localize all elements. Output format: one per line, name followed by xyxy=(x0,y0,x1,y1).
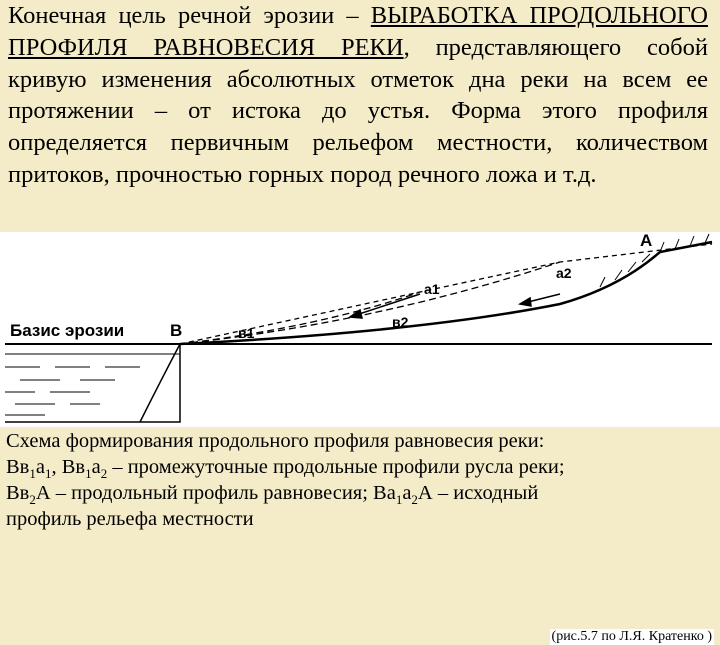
erosion-arrows xyxy=(350,294,560,318)
intro-text-emphasis: ВЫРАБОТКА ПРОДОЛЬНОГО ПРОФИЛЯ РАВНОВЕСИЯ РЕКИ xyxy=(8,2,708,61)
caption-sub: 2 xyxy=(29,492,36,508)
caption-sub: 1 xyxy=(44,466,52,482)
caption-sub: 2 xyxy=(411,492,418,508)
water-hatch xyxy=(5,354,180,415)
caption-part: а xyxy=(35,456,45,478)
caption-line-2 xyxy=(6,454,714,480)
caption-sub: 1 xyxy=(85,466,92,482)
caption-part: Вв xyxy=(6,482,30,504)
equilibrium-profile-line xyxy=(180,242,712,344)
point-a2-label: a2 xyxy=(556,265,572,281)
shore-slope xyxy=(140,344,180,422)
point-b-label: B xyxy=(170,321,183,340)
caption-part: а xyxy=(402,482,412,504)
intro-text-start: Конечная цель речной эрозии – xyxy=(8,2,371,29)
initial-relief-line xyxy=(180,244,712,344)
point-b1-label: в1 xyxy=(238,325,255,341)
point-b2-label: в2 xyxy=(392,314,409,330)
caption-part: Вв xyxy=(6,456,30,478)
erosion-base-label: Базис эрозии xyxy=(10,321,125,340)
point-a1-label: a1 xyxy=(424,281,440,297)
caption-line-4: профиль рельефа местности xyxy=(6,508,254,530)
caption-line-3 xyxy=(6,480,714,506)
caption-part: а xyxy=(91,456,101,478)
figure-caption xyxy=(6,428,714,532)
intro-text-rest: , представляющего собой кривую изменения абсолютных отметок дна реки на всем ее протяжении – от истока до устья. Форма этого профиля определяется первичным рельефом местности, количеством притоков, прочностью горных пород речного ложа и т.д. xyxy=(8,33,708,188)
river-profile-diagram xyxy=(0,232,720,427)
caption-part: , Вв xyxy=(51,456,86,478)
caption-part: А – исходный xyxy=(417,482,539,504)
caption-line-1: Схема формирования продольного профиля равновесия реки: xyxy=(6,430,545,452)
intro-paragraph xyxy=(8,0,708,191)
caption-part: А – продольный профиль равновесия; Ва xyxy=(35,482,396,504)
caption-sub: 1 xyxy=(29,466,36,482)
caption-sub: 1 xyxy=(395,492,403,508)
point-a-label: A xyxy=(640,232,653,250)
profile-hatch xyxy=(600,234,709,287)
figure-credit: (рис.5.7 по Л.Я. Кратенко ) xyxy=(551,629,712,644)
caption-part: – промежуточные продольные профили русла реки; xyxy=(107,456,565,478)
caption-sub: 2 xyxy=(100,466,108,482)
riverbed-ground-line xyxy=(5,344,180,422)
